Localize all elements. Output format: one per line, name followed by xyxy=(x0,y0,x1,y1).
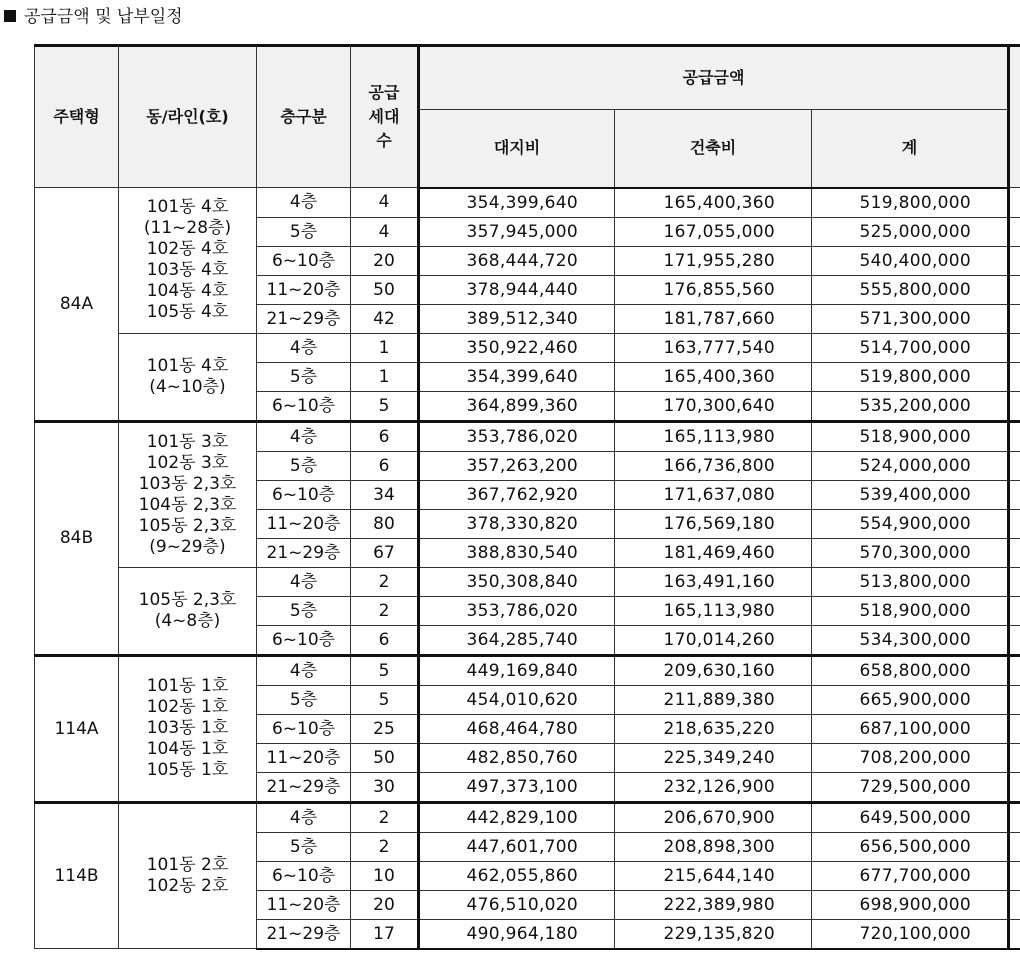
floor-cell: 4층 xyxy=(257,421,351,451)
dong-line-cell xyxy=(119,421,257,567)
floor-cell: 5층 xyxy=(257,832,351,861)
header-land: 대지비 xyxy=(419,110,615,188)
building-cell: 222,389,980 xyxy=(615,890,812,919)
units-cell: 10 xyxy=(351,861,419,890)
floor-cell: 11~20층 xyxy=(257,890,351,919)
floor-cell: 4층 xyxy=(257,802,351,832)
square-bullet-icon xyxy=(4,10,16,22)
table-row xyxy=(35,421,1020,451)
total-cell: 519,800,000 xyxy=(812,188,1009,218)
header-supply-amount: 공급금액 xyxy=(419,46,1009,110)
units-cell: 2 xyxy=(351,832,419,861)
floor-cell: 21~29층 xyxy=(257,919,351,949)
dong-line-cell xyxy=(119,802,257,949)
building-cell: 170,014,260 xyxy=(615,625,812,655)
building-cell: 170,300,640 xyxy=(615,391,812,421)
building-cell: 181,787,660 xyxy=(615,304,812,333)
total-cell: 519,800,000 xyxy=(812,362,1009,391)
units-cell: 1 xyxy=(351,362,419,391)
dong-line-text: 101동 4호 xyxy=(146,197,229,218)
land-cell: 364,285,740 xyxy=(419,625,615,655)
land-cell: 368,444,720 xyxy=(419,246,615,275)
house-type-cell: 84A xyxy=(35,188,119,422)
cutoff-cell xyxy=(1009,625,1020,655)
units-cell: 5 xyxy=(351,391,419,421)
units-cell: 20 xyxy=(351,246,419,275)
header-cutoff xyxy=(1009,46,1020,188)
units-cell: 5 xyxy=(351,655,419,685)
land-cell: 497,373,100 xyxy=(419,772,615,802)
cutoff-cell xyxy=(1009,685,1020,714)
building-cell: 165,400,360 xyxy=(615,188,812,218)
cutoff-cell xyxy=(1009,772,1020,802)
section-title xyxy=(4,6,183,28)
building-cell: 163,491,160 xyxy=(615,567,812,596)
units-cell: 50 xyxy=(351,275,419,304)
cutoff-cell xyxy=(1009,802,1020,832)
units-cell: 4 xyxy=(351,188,419,218)
cutoff-cell xyxy=(1009,188,1020,218)
land-cell: 354,399,640 xyxy=(419,362,615,391)
floor-cell: 11~20층 xyxy=(257,743,351,772)
units-cell: 6 xyxy=(351,451,419,480)
land-cell: 364,899,360 xyxy=(419,391,615,421)
floor-cell: 5층 xyxy=(257,685,351,714)
total-cell: 571,300,000 xyxy=(812,304,1009,333)
total-cell: 708,200,000 xyxy=(812,743,1009,772)
dong-line-text: 101동 2호 xyxy=(146,854,229,875)
total-cell: 524,000,000 xyxy=(812,451,1009,480)
header-units-line2: 세대 xyxy=(368,107,400,126)
units-cell: 4 xyxy=(351,217,419,246)
floor-cell: 4층 xyxy=(257,188,351,218)
price-table xyxy=(34,44,1020,950)
cutoff-cell xyxy=(1009,391,1020,421)
units-cell: 2 xyxy=(351,802,419,832)
cutoff-cell xyxy=(1009,362,1020,391)
total-cell: 540,400,000 xyxy=(812,246,1009,275)
cutoff-cell xyxy=(1009,890,1020,919)
total-cell: 513,800,000 xyxy=(812,567,1009,596)
total-cell: 554,900,000 xyxy=(812,509,1009,538)
building-cell: 209,630,160 xyxy=(615,655,812,685)
cutoff-cell xyxy=(1009,275,1020,304)
table-row xyxy=(35,333,1020,362)
units-cell: 2 xyxy=(351,596,419,625)
dong-line-text: 104동 2,3호 xyxy=(138,494,237,515)
land-cell: 357,263,200 xyxy=(419,451,615,480)
floor-cell: 6~10층 xyxy=(257,625,351,655)
header-house-type: 주택형 xyxy=(35,46,119,188)
floor-cell: 21~29층 xyxy=(257,538,351,567)
table-row xyxy=(35,655,1020,685)
units-cell: 1 xyxy=(351,333,419,362)
floor-cell: 6~10층 xyxy=(257,246,351,275)
land-cell: 353,786,020 xyxy=(419,421,615,451)
land-cell: 462,055,860 xyxy=(419,861,615,890)
units-cell: 20 xyxy=(351,890,419,919)
building-cell: 232,126,900 xyxy=(615,772,812,802)
land-cell: 454,010,620 xyxy=(419,685,615,714)
floor-cell: 6~10층 xyxy=(257,391,351,421)
units-cell: 30 xyxy=(351,772,419,802)
cutoff-cell xyxy=(1009,509,1020,538)
dong-line-text: 102동 2호 xyxy=(146,875,229,896)
header-dong-line: 동/라인(호) xyxy=(119,46,257,188)
land-cell: 482,850,760 xyxy=(419,743,615,772)
floor-cell: 4층 xyxy=(257,333,351,362)
units-cell: 50 xyxy=(351,743,419,772)
units-cell: 80 xyxy=(351,509,419,538)
land-cell: 353,786,020 xyxy=(419,596,615,625)
building-cell: 165,113,980 xyxy=(615,421,812,451)
section-title-text: 공급금액 및 납부일정 xyxy=(24,7,183,27)
total-cell: 539,400,000 xyxy=(812,480,1009,509)
building-cell: 206,670,900 xyxy=(615,802,812,832)
cutoff-cell xyxy=(1009,655,1020,685)
building-cell: 229,135,820 xyxy=(615,919,812,949)
header-units-line3: 수 xyxy=(376,131,392,150)
dong-line-text: 105동 4호 xyxy=(146,302,229,323)
land-cell: 476,510,020 xyxy=(419,890,615,919)
total-cell: 656,500,000 xyxy=(812,832,1009,861)
total-cell: 534,300,000 xyxy=(812,625,1009,655)
dong-line-text: 105동 2,3호 xyxy=(138,515,237,536)
dong-line-text: 104동 1호 xyxy=(146,739,229,759)
dong-line-text: 102동 3호 xyxy=(146,452,229,473)
floor-cell: 6~10층 xyxy=(257,861,351,890)
land-cell: 389,512,340 xyxy=(419,304,615,333)
dong-line-text: 105동 2,3호 xyxy=(138,589,237,610)
total-cell: 677,700,000 xyxy=(812,861,1009,890)
dong-line-text: 103동 1호 xyxy=(146,718,229,738)
building-cell: 165,400,360 xyxy=(615,362,812,391)
cutoff-cell xyxy=(1009,919,1020,949)
floor-cell: 5층 xyxy=(257,362,351,391)
land-cell: 354,399,640 xyxy=(419,188,615,218)
table-header xyxy=(35,46,1020,188)
cutoff-cell xyxy=(1009,217,1020,246)
total-cell: 514,700,000 xyxy=(812,333,1009,362)
floor-cell: 6~10층 xyxy=(257,480,351,509)
land-cell: 367,762,920 xyxy=(419,480,615,509)
dong-line-cell xyxy=(119,333,257,421)
dong-line-text: 101동 4호 xyxy=(146,355,229,376)
total-cell: 518,900,000 xyxy=(812,421,1009,451)
header-units xyxy=(351,46,419,188)
dong-line-text: 101동 1호 xyxy=(146,676,229,696)
dong-line-cell xyxy=(119,188,257,334)
header-building: 건축비 xyxy=(615,110,812,188)
total-cell: 535,200,000 xyxy=(812,391,1009,421)
header-floor: 층구분 xyxy=(257,46,351,188)
dong-line-cell xyxy=(119,567,257,655)
units-cell: 6 xyxy=(351,421,419,451)
cutoff-cell xyxy=(1009,246,1020,275)
units-cell: 17 xyxy=(351,919,419,949)
dong-line-text: 104동 4호 xyxy=(146,281,229,302)
dong-line-text: 102동 1호 xyxy=(146,697,229,717)
total-cell: 720,100,000 xyxy=(812,919,1009,949)
header-units-line1: 공급 xyxy=(368,83,400,102)
table-body xyxy=(35,188,1020,949)
cutoff-cell xyxy=(1009,832,1020,861)
dong-line-text: 101동 3호 xyxy=(146,431,229,452)
dong-line-text: (4~8층) xyxy=(154,610,221,631)
dong-line-text: 103동 4호 xyxy=(146,260,229,281)
cutoff-cell xyxy=(1009,714,1020,743)
units-cell: 6 xyxy=(351,625,419,655)
units-cell: 2 xyxy=(351,567,419,596)
header-total: 계 xyxy=(812,110,1009,188)
building-cell: 218,635,220 xyxy=(615,714,812,743)
house-type-cell: 114B xyxy=(35,802,119,949)
building-cell: 165,113,980 xyxy=(615,596,812,625)
cutoff-cell xyxy=(1009,480,1020,509)
total-cell: 665,900,000 xyxy=(812,685,1009,714)
total-cell: 555,800,000 xyxy=(812,275,1009,304)
cutoff-cell xyxy=(1009,421,1020,451)
cutoff-cell xyxy=(1009,861,1020,890)
cutoff-cell xyxy=(1009,538,1020,567)
land-cell: 442,829,100 xyxy=(419,802,615,832)
building-cell: 166,736,800 xyxy=(615,451,812,480)
units-cell: 25 xyxy=(351,714,419,743)
house-type-cell: 114A xyxy=(35,655,119,802)
land-cell: 357,945,000 xyxy=(419,217,615,246)
total-cell: 687,100,000 xyxy=(812,714,1009,743)
table-row xyxy=(35,802,1020,832)
building-cell: 211,889,380 xyxy=(615,685,812,714)
floor-cell: 4층 xyxy=(257,655,351,685)
building-cell: 176,855,560 xyxy=(615,275,812,304)
land-cell: 490,964,180 xyxy=(419,919,615,949)
building-cell: 225,349,240 xyxy=(615,743,812,772)
total-cell: 698,900,000 xyxy=(812,890,1009,919)
floor-cell: 4층 xyxy=(257,567,351,596)
cutoff-cell xyxy=(1009,451,1020,480)
building-cell: 176,569,180 xyxy=(615,509,812,538)
units-cell: 34 xyxy=(351,480,419,509)
cutoff-cell xyxy=(1009,304,1020,333)
house-type-cell: 84B xyxy=(35,421,119,655)
total-cell: 649,500,000 xyxy=(812,802,1009,832)
dong-line-text: (9~29층) xyxy=(149,536,226,557)
floor-cell: 21~29층 xyxy=(257,772,351,802)
dong-line-text: 103동 2,3호 xyxy=(138,473,237,494)
land-cell: 468,464,780 xyxy=(419,714,615,743)
building-cell: 215,644,140 xyxy=(615,861,812,890)
land-cell: 447,601,700 xyxy=(419,832,615,861)
total-cell: 658,800,000 xyxy=(812,655,1009,685)
land-cell: 378,330,820 xyxy=(419,509,615,538)
dong-line-text: 105동 1호 xyxy=(146,760,229,780)
floor-cell: 11~20층 xyxy=(257,275,351,304)
building-cell: 163,777,540 xyxy=(615,333,812,362)
land-cell: 350,922,460 xyxy=(419,333,615,362)
cutoff-cell xyxy=(1009,743,1020,772)
units-cell: 42 xyxy=(351,304,419,333)
dong-line-text: (4~10층) xyxy=(149,376,226,397)
floor-cell: 6~10층 xyxy=(257,714,351,743)
building-cell: 208,898,300 xyxy=(615,832,812,861)
floor-cell: 21~29층 xyxy=(257,304,351,333)
total-cell: 518,900,000 xyxy=(812,596,1009,625)
table-row xyxy=(35,188,1020,218)
dong-line-text: (11~28층) xyxy=(143,218,232,239)
floor-cell: 11~20층 xyxy=(257,509,351,538)
cutoff-cell xyxy=(1009,596,1020,625)
units-cell: 5 xyxy=(351,685,419,714)
total-cell: 570,300,000 xyxy=(812,538,1009,567)
land-cell: 378,944,440 xyxy=(419,275,615,304)
floor-cell: 5층 xyxy=(257,596,351,625)
building-cell: 171,637,080 xyxy=(615,480,812,509)
land-cell: 388,830,540 xyxy=(419,538,615,567)
land-cell: 350,308,840 xyxy=(419,567,615,596)
land-cell: 449,169,840 xyxy=(419,655,615,685)
building-cell: 167,055,000 xyxy=(615,217,812,246)
table-row xyxy=(35,567,1020,596)
units-cell: 67 xyxy=(351,538,419,567)
building-cell: 181,469,460 xyxy=(615,538,812,567)
cutoff-cell xyxy=(1009,333,1020,362)
building-cell: 171,955,280 xyxy=(615,246,812,275)
total-cell: 729,500,000 xyxy=(812,772,1009,802)
cutoff-cell xyxy=(1009,567,1020,596)
total-cell: 525,000,000 xyxy=(812,217,1009,246)
dong-line-cell xyxy=(119,655,257,802)
dong-line-text: 102동 4호 xyxy=(146,239,229,260)
floor-cell: 5층 xyxy=(257,451,351,480)
floor-cell: 5층 xyxy=(257,217,351,246)
